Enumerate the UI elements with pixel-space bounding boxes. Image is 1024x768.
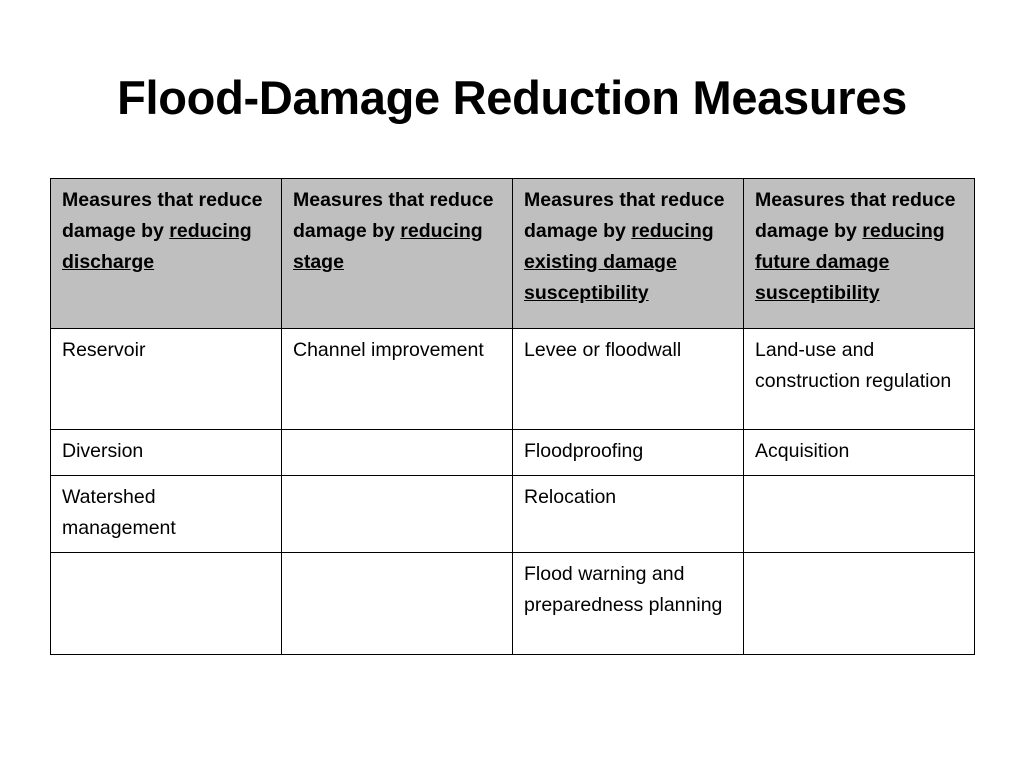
header-emphasis: reducing existing damage susceptibility bbox=[524, 220, 714, 304]
header-emphasis: reducing future damage susceptibility bbox=[755, 220, 945, 304]
table-cell bbox=[282, 553, 513, 655]
header-emphasis: reducing discharge bbox=[62, 220, 252, 273]
table-row bbox=[51, 476, 975, 553]
header-prefix: Measures that reduce damage by bbox=[293, 189, 494, 242]
measures-table bbox=[50, 178, 975, 655]
table-cell bbox=[282, 476, 513, 553]
table-row bbox=[51, 553, 975, 655]
table-header-row bbox=[51, 179, 975, 329]
table-row bbox=[51, 430, 975, 476]
table-cell: Acquisition bbox=[744, 430, 975, 476]
table-cell bbox=[744, 553, 975, 655]
table-cell: Watershed management bbox=[51, 476, 282, 553]
slide-title: Flood-Damage Reduction Measures bbox=[117, 71, 907, 124]
header-prefix: Measures that reduce damage by bbox=[755, 189, 956, 242]
header-prefix: Measures that reduce damage by bbox=[62, 189, 263, 242]
table-cell: Floodproofing bbox=[513, 430, 744, 476]
header-reducing-future-susceptibility bbox=[744, 179, 975, 329]
header-prefix: Measures that reduce damage by bbox=[524, 189, 725, 242]
table-cell bbox=[282, 430, 513, 476]
table-cell: Channel improvement bbox=[282, 329, 513, 430]
table-row bbox=[51, 329, 975, 430]
header-emphasis: reducing stage bbox=[293, 220, 483, 273]
table-cell: Levee or floodwall bbox=[513, 329, 744, 430]
table-cell: Land-use and construction regulation bbox=[744, 329, 975, 430]
header-reducing-discharge bbox=[51, 179, 282, 329]
table-cell: Relocation bbox=[513, 476, 744, 553]
header-reducing-stage bbox=[282, 179, 513, 329]
table-cell bbox=[744, 476, 975, 553]
header-reducing-existing-susceptibility bbox=[513, 179, 744, 329]
table-cell bbox=[51, 553, 282, 655]
table-cell: Flood warning and preparedness planning bbox=[513, 553, 744, 655]
table-cell: Diversion bbox=[51, 430, 282, 476]
table-cell: Reservoir bbox=[51, 329, 282, 430]
